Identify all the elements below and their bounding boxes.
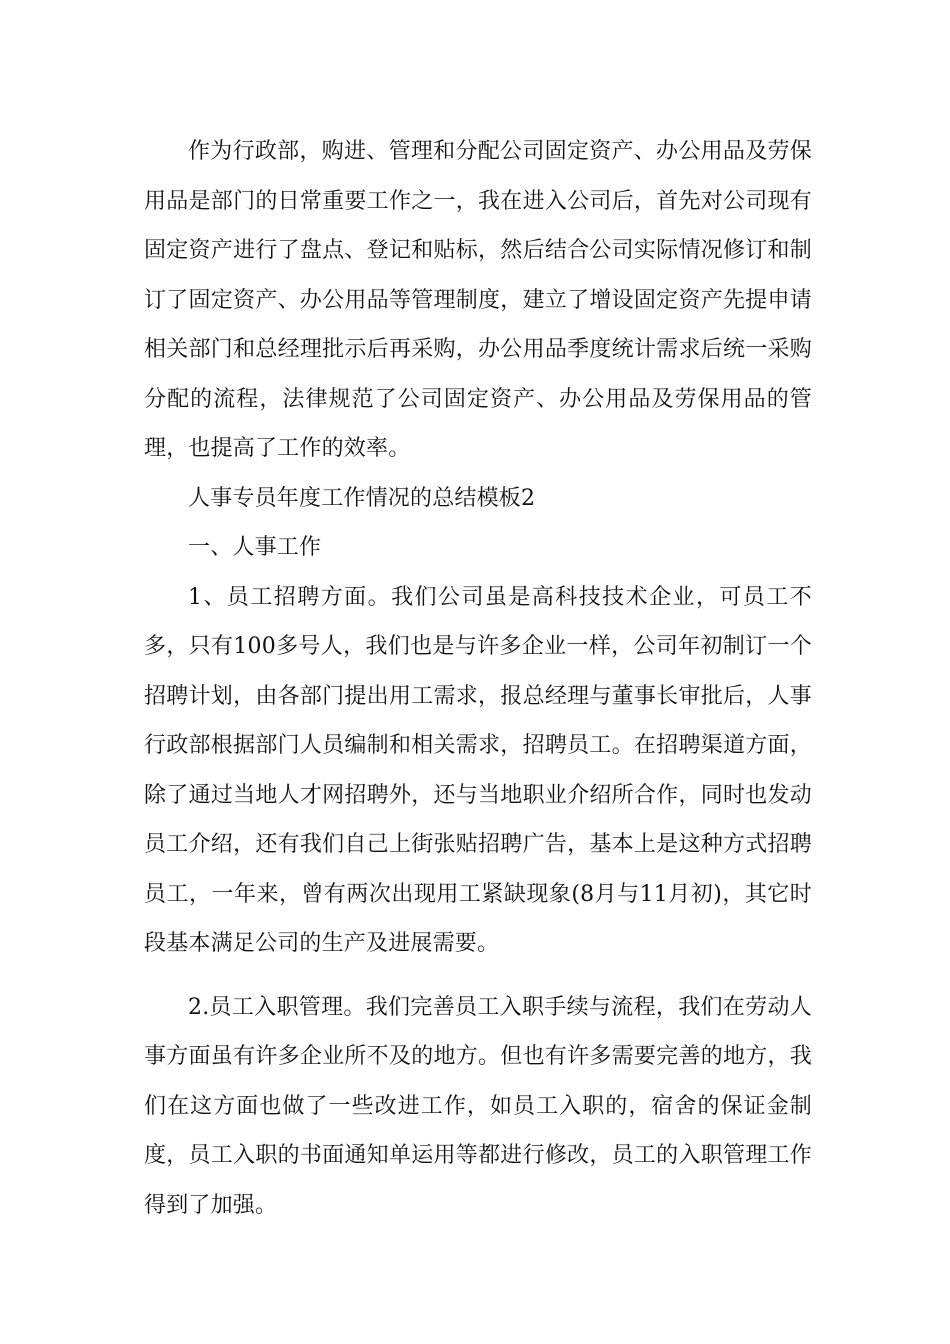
paragraph-recruitment: 1、员工招聘方面。我们公司虽是高科技技术企业，可员工不多，只有100多号人，我们也是与许多企业一样，公司年初制订一个招聘计划，由各部门提出用工需求，报总经理与董事长审批后，人事行政部根据部门人员编制和相关需求，招聘员工。在招聘渠道方面，除了通过当地人才网招聘外，还与当地职业介绍所合作，同时也发动员工介绍，还有我们自己上街张贴招聘广告，基本上是这种方式招聘员工，一年来，曾有两次出现用工紧缺现象(8月与11月初)，其它时段基本满足公司的生产及进展需要。 xyxy=(144,584,812,956)
paragraph-fixed-assets: 作为行政部，购进、管理和分配公司固定资产、办公用品及劳保用品是部门的日常重要工作之一，我在进入公司后，首先对公司现有固定资产进行了盘点、登记和贴标，然后结合公司实际情况修订和制订了固定资产、办公用品等管理制度，建立了增设固定资产先提申请相关部门和总经理批示后再采购，办公用品季度统计需求后统一采购分配的流程，法律规范了公司固定资产、办公用品及劳保用品的管理，也提高了工作的效率。 xyxy=(144,139,812,461)
paragraph-onboarding: 2.员工入职管理。我们完善员工入职手续与流程，我们在劳动人事方面虽有许多企业所不及的地方。但也有许多需要完善的地方，我们在这方面也做了一些改进工作，如员工入职的，宿舍的保证金制度，员工入职的书面通知单运用等都进行修改，员工的入职管理工作得到了加强。 xyxy=(144,994,812,1218)
paragraph-gap xyxy=(144,969,812,983)
document-body xyxy=(144,127,812,1230)
section-heading-template: 人事专员年度工作情况的总结模板2 xyxy=(188,485,536,511)
section-heading-hr-work: 一、人事工作 xyxy=(188,535,322,560)
